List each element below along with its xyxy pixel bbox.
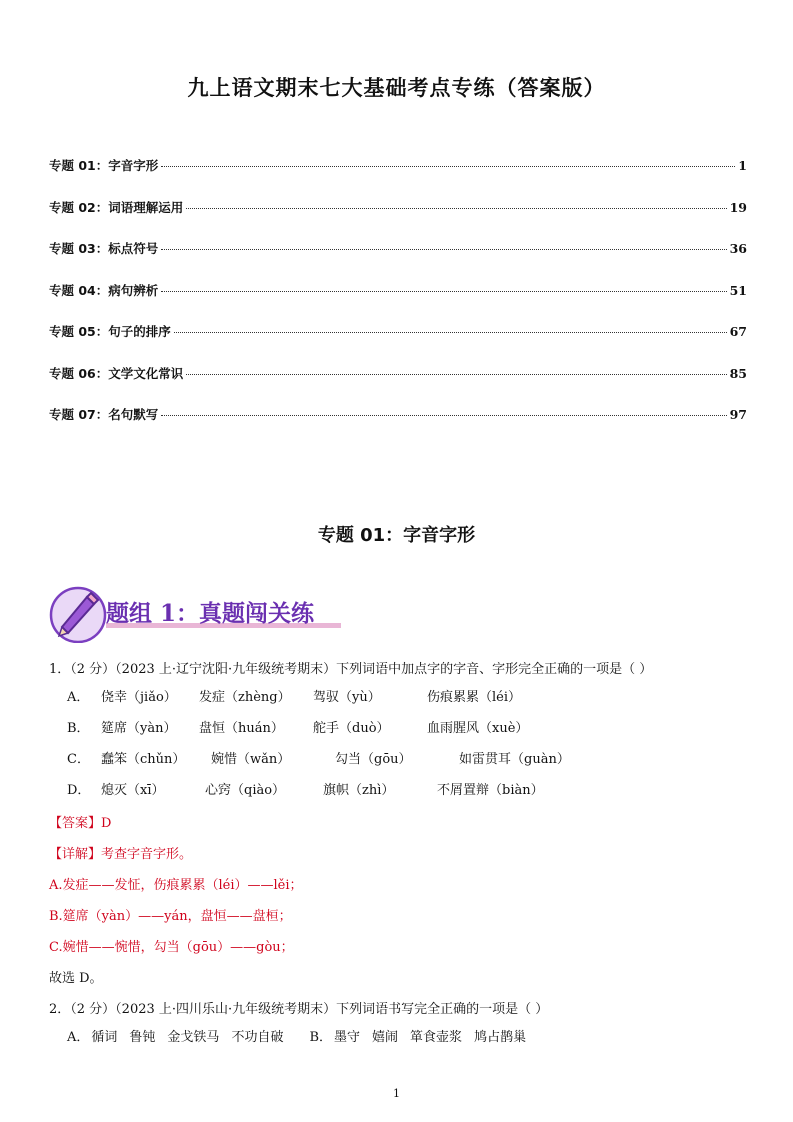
answer-value: D [101,816,112,831]
toc-entry[interactable] [49,239,747,281]
toc-leader-dots [161,291,726,292]
option-letter: B． [67,721,90,736]
toc-leader-dots [186,208,726,209]
toc-leader-dots [161,166,735,167]
section-heading: 专题 01：字音字形 [317,525,476,546]
answer-tag: 【答案】 [49,816,102,831]
option-letter: A． [67,1030,90,1045]
option-letter: C． [67,752,90,767]
option-item: 盘恒（huán） [199,721,284,736]
option-item: 发症（zhèng） [199,690,291,705]
option-word[interactable]: 箪食壶浆 [410,1030,463,1045]
option-item: 驾驭（yù） [313,690,381,705]
question-1-option-c[interactable] [49,750,749,781]
option-letter: A． [67,690,90,705]
toc-leader-dots [161,249,726,250]
document-title: 九上语文期末七大基础考点专练（答案版） [187,76,606,100]
question-2-options [49,1028,749,1056]
toc-entry-page: 1 [738,158,747,173]
option-word[interactable]: 墨守 [334,1030,361,1045]
option-item: 勾当（gōu） [335,752,412,767]
toc-entry-page: 36 [729,241,747,256]
question-1-option-b[interactable] [49,719,749,750]
option-word[interactable]: 不功自破 [231,1030,284,1045]
question-content [49,660,749,1056]
question-1-stem: 1．（2 分）（2023 上·辽宁沈阳·九年级统考期末）下列词语中加点字的字音、字形完全正确的一项是（ ） [49,662,653,677]
option-word[interactable]: 鸠占鹊巢 [474,1030,527,1045]
option-item: 蠢笨（chǔn） [101,752,186,767]
toc-entry-label: 专题 02：词语理解运用 [49,199,184,215]
banner-text: 题组 1：真题闯关练 [106,600,315,627]
toc-entry[interactable] [49,405,747,447]
toc-entry[interactable] [49,364,747,406]
toc-entry-label: 专题 01：字音字形 [49,158,159,173]
toc-leader-dots [174,332,727,333]
toc-entry[interactable] [49,156,747,198]
option-item: 心窍（qiào） [205,783,286,798]
option-item: 熄灭（xī） [101,783,165,798]
toc-entry-page: 97 [729,407,747,422]
toc-entry-label: 专题 07：名句默写 [49,407,159,422]
toc-entry-page: 51 [729,282,747,298]
option-item: 婉惜（wǎn） [211,752,291,767]
toc-entry[interactable] [49,281,747,323]
option-item: 不屑置辩（biàn） [437,783,544,798]
option-item: 血雨腥风（xuè） [427,721,529,736]
detail-line [49,845,749,876]
option-item: 旗帜（zhì） [323,783,395,798]
toc-entry-page: 67 [729,324,747,339]
question-1-option-d[interactable] [49,781,749,812]
option-item: 伤痕累累（léi） [427,690,522,705]
option-item: 侥幸（jiǎo） [101,690,177,705]
option-word[interactable]: 金戈铁马 [167,1030,220,1045]
option-letter: D． [67,783,91,798]
question-1-option-a[interactable] [49,688,749,719]
toc-entry[interactable] [49,198,747,240]
explanation-line: C.婉惜——惋惜，勾当（gōu）——gòu； [49,940,294,955]
detail-tag: 【详解】 [49,847,102,862]
option-item: 如雷贯耳（guàn） [459,752,570,767]
detail-text: 考查字音字形。 [101,847,193,862]
toc-entry-label: 专题 06：文学文化常识 [49,365,184,381]
option-item: 筵席（yàn） [101,721,177,736]
option-letter: B． [309,1030,333,1045]
explanation-line: B.筵席（yàn）——yán，盘恒——盘桓； [49,909,292,924]
option-word[interactable]: 循词 [91,1030,118,1045]
conclusion-line: 故选 D。 [49,971,103,986]
question-group-banner [48,583,348,643]
option-word[interactable]: 嬉闹 [372,1030,399,1045]
pencil-icon [51,588,105,642]
question-2-stem: 2．（2 分）（2023 上·四川乐山·九年级统考期末）下列词语书写完全正确的一项是（ ） [49,1002,549,1017]
toc-entry-label: 专题 03：标点符号 [49,241,159,256]
toc-entry-label: 专题 05：句子的排序 [49,324,171,339]
toc-entry-page: 19 [729,199,747,215]
answer-line [49,814,749,845]
toc-entry-label: 专题 04：病句辨析 [49,282,159,298]
option-item: 舵手（duò） [313,721,390,736]
toc-leader-dots [161,415,726,416]
option-word[interactable]: 鲁钝 [129,1030,156,1045]
table-of-contents [49,156,747,447]
toc-entry-page: 85 [729,365,747,381]
explanation-line: A.发症——发怔，伤痕累累（léi）——lěi； [49,878,303,893]
page-number: 1 [393,1087,400,1100]
toc-entry[interactable] [49,322,747,364]
toc-leader-dots [186,374,726,375]
